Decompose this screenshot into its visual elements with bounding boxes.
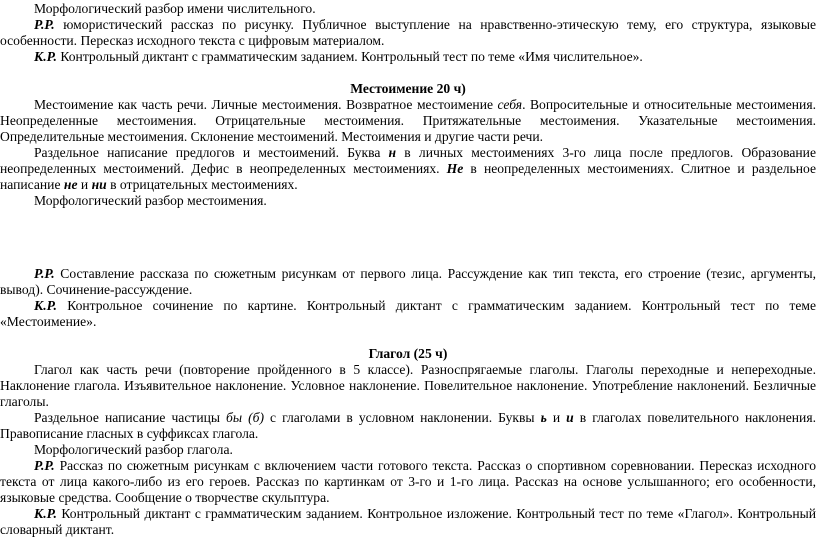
paragraph-line bbox=[0, 49, 816, 65]
paragraph-line bbox=[0, 298, 816, 314]
italic-word: Не bbox=[446, 161, 464, 176]
text-span: Контрольный диктант с грамматическим заданием. Контрольный тест по теме «Имя числительное». bbox=[56, 49, 643, 64]
text-span: особенности. Пересказ исходного текста с цифровым материалом. bbox=[0, 33, 385, 48]
text-span: Неопределенные местоимения. Отрицательные местоимения. Притяжательные местоимения. Указательные местоимения. bbox=[0, 113, 816, 128]
paragraph-line bbox=[0, 145, 816, 161]
paragraph-line bbox=[0, 17, 816, 33]
rr-label: Р.Р. bbox=[34, 458, 55, 473]
text-span: Глагол как часть речи (повторение пройденного в 5 классе). Разноспрягаемые глаголы. Глаголы переходные и непереходные. bbox=[34, 362, 816, 377]
paragraph-line bbox=[0, 1, 816, 17]
text-span: написание bbox=[0, 177, 64, 192]
text-span: Контрольное сочинение по картине. Контрольный диктант с грамматическим заданием. Контрольный тест по теме bbox=[56, 298, 816, 313]
paragraph-line bbox=[0, 506, 816, 522]
paragraph-line bbox=[0, 458, 816, 474]
rr-label: Р.Р. bbox=[34, 17, 55, 32]
text-span: Раздельное написание предлогов и местоимений. Буква bbox=[34, 145, 389, 160]
paragraph-line bbox=[0, 129, 816, 145]
heading-text: Местоимение 20 ч) bbox=[350, 81, 466, 96]
section-heading bbox=[0, 81, 816, 97]
italic-word: и bbox=[566, 410, 574, 425]
text-span: Морфологический разбор глагола. bbox=[34, 442, 233, 457]
paragraph-line bbox=[0, 177, 816, 193]
paragraph-line bbox=[0, 362, 816, 378]
italic-word: ь bbox=[540, 410, 547, 425]
text-span: Морфологический разбор имени числительного. bbox=[34, 1, 316, 16]
rr-label: Р.Р. bbox=[34, 266, 55, 281]
text-span: юмористический рассказ по рисунку. Публичное выступление на нравственно-этическую тему, его структура, языковые bbox=[54, 17, 816, 32]
text-span: Местоимение как часть речи. Личные местоимения. Возвратное местоимение bbox=[34, 97, 498, 112]
paragraph-line bbox=[0, 426, 816, 442]
text-span: глаголы. bbox=[0, 394, 49, 409]
paragraph-line bbox=[0, 33, 816, 49]
italic-word: себя bbox=[497, 97, 523, 112]
text-span: и bbox=[77, 177, 92, 192]
text-span: Рассказ по сюжетным рисункам с включением части готового текста. Рассказ о спортивном соревновании. Пересказ исходного bbox=[54, 458, 816, 473]
paragraph-line bbox=[0, 282, 816, 298]
text-span: неопределенных местоимений. Дефис в неопределенных местоимениях. bbox=[0, 161, 447, 176]
paragraph-line bbox=[0, 522, 816, 538]
text-span: в личных местоимениях 3-го лица после предлогов. Образование bbox=[396, 145, 816, 160]
text-span: и bbox=[546, 410, 567, 425]
kr-label: К.Р. bbox=[34, 49, 57, 64]
text-span: . Вопросительные и относительные местоимения. bbox=[522, 97, 816, 112]
text-span: словарный диктант. bbox=[0, 522, 115, 537]
paragraph-line bbox=[0, 314, 816, 330]
text-span: в неопределенных местоимениях. Слитное и раздельное bbox=[463, 161, 816, 176]
text-span: Контрольный диктант с грамматическим заданием. Контрольное изложение. Контрольный тест по теме «Глагол». Контрольный bbox=[56, 506, 816, 521]
italic-word: ни bbox=[91, 177, 107, 192]
italic-word: бы (б) bbox=[226, 410, 264, 425]
italic-word: н bbox=[388, 145, 397, 160]
paragraph-line bbox=[0, 193, 816, 209]
paragraph-line bbox=[0, 394, 816, 410]
text-span: текста от лица какого-либо из его героев. Рассказ по картинкам от 3-го и 1-го лица. Рассказ на основе услышанного; его особенности, bbox=[0, 474, 816, 489]
paragraph-line bbox=[0, 97, 816, 113]
text-span: Морфологический разбор местоимения. bbox=[34, 193, 267, 208]
section-heading bbox=[0, 346, 816, 362]
paragraph-line bbox=[0, 266, 816, 282]
paragraph-line bbox=[0, 113, 816, 129]
paragraph-line bbox=[0, 442, 816, 458]
paragraph-line bbox=[0, 410, 816, 426]
heading-text: Глагол (25 ч) bbox=[368, 346, 448, 361]
text-span: в отрицательных местоимениях. bbox=[106, 177, 298, 192]
text-span: Определительные местоимения. Склонение местоимений. Местоимения и другие части речи. bbox=[0, 129, 544, 144]
text-span: Составление рассказа по сюжетным рисункам от первого лица. Рассуждение как тип текста, его строение (тезис, аргументы, bbox=[54, 266, 816, 281]
text-span: языковые средства. Сообщение о творчестве скульптура. bbox=[0, 490, 330, 505]
text-span: Раздельное написание частицы bbox=[34, 410, 227, 425]
text-span: «Местоимение». bbox=[0, 314, 97, 329]
paragraph-line bbox=[0, 490, 816, 506]
text-span: с глаголами в условном наклонении. Буквы bbox=[264, 410, 541, 425]
paragraph-line bbox=[0, 161, 816, 177]
paragraph-line bbox=[0, 474, 816, 490]
text-span: Правописание гласных в суффиксах глагола. bbox=[0, 426, 259, 441]
text-span: вывод). Сочинение-рассуждение. bbox=[0, 282, 193, 297]
paragraph-line bbox=[0, 378, 816, 394]
text-span: в глаголах повелительного наклонения. bbox=[573, 410, 816, 425]
kr-label: К.Р. bbox=[34, 298, 57, 313]
kr-label: К.Р. bbox=[34, 506, 57, 521]
text-span: Наклонение глагола. Изъявительное наклонение. Условное наклонение. Повелительное наклонение. Употребление наклонений. Безличные bbox=[0, 378, 816, 393]
italic-word: не bbox=[63, 177, 78, 192]
